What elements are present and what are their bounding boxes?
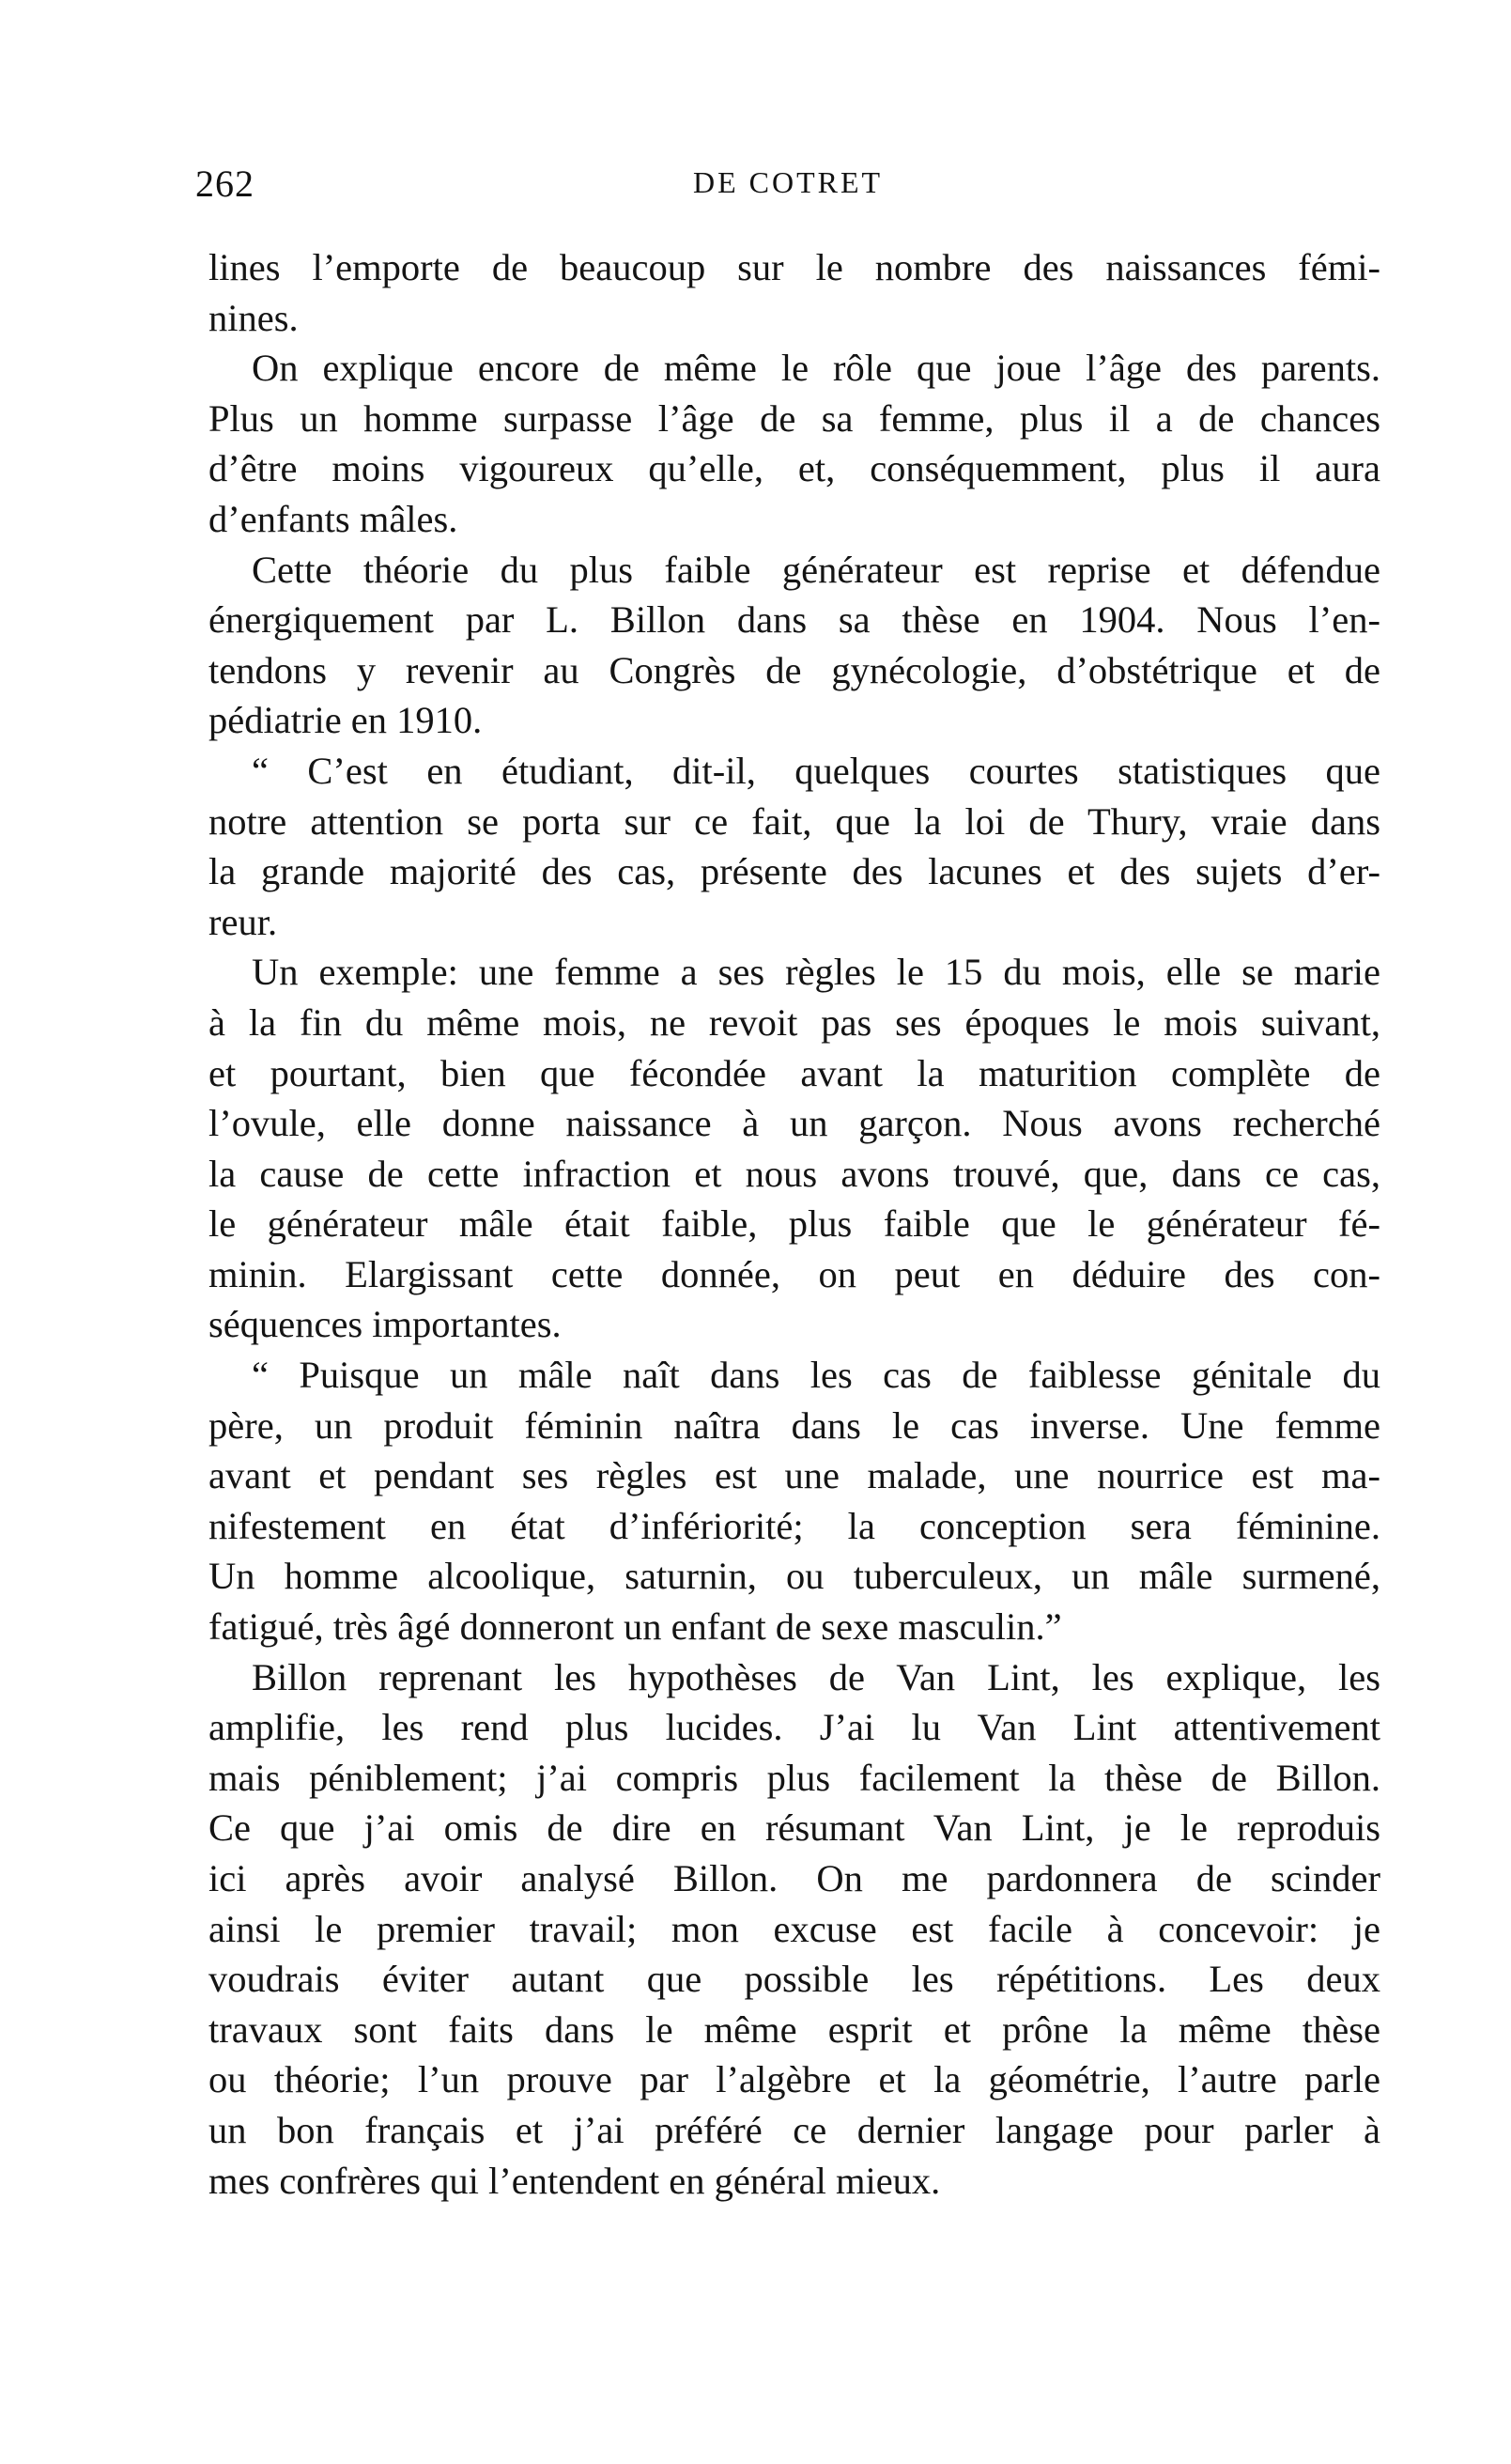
body-text — [208, 242, 1380, 2206]
text-line: reur. — [208, 900, 278, 943]
text-line: Un exemple: une femme a ses règles le 15 du mois, elle se marie — [252, 951, 1380, 994]
text-line: séquences importantes. — [208, 1303, 562, 1346]
text-line: nifestement en état d’infériorité; la conception sera féminine. — [208, 1504, 1380, 1547]
text-line: énergiquement par L. Billon dans sa thèse en 1904. Nous l’en- — [208, 598, 1380, 642]
text-line: amplifie, les rend plus lucides. J’ai lu Van Lint attentivement — [208, 1706, 1380, 1749]
text-line: ainsi le premier travail; mon excuse est facile à concevoir: je — [208, 1907, 1380, 1950]
running-head: DE COTRET — [693, 165, 884, 199]
text-line: l’ovule, elle donne naissance à un garçon. Nous avons recherché — [208, 1102, 1380, 1145]
text-line: la grande majorité des cas, présente des lacunes et des sujets d’er- — [208, 850, 1380, 893]
text-line: travaux sont faits dans le même esprit et prône la même thèse — [208, 2007, 1380, 2051]
text-line: “ Puisque un mâle naît dans les cas de faiblesse génitale du — [252, 1354, 1380, 1397]
text-line: à la fin du même mois, ne revoit pas ses époques le mois suivant, — [208, 1000, 1380, 1044]
text-line: lines l’emporte de beaucoup sur le nombre des naissances fémi- — [208, 246, 1380, 288]
page-header — [0, 162, 1511, 218]
text-line: d’être moins vigoureux qu’elle, et, conséquemment, plus il aura — [208, 447, 1380, 490]
text-line: On explique encore de même le rôle que joue l’âge des parents. — [252, 347, 1380, 390]
text-line: “ C’est en étudiant, dit-il, quelques courtes statistiques que — [252, 749, 1380, 792]
text-line: avant et pendant ses règles est une malade, une nourrice est ma- — [208, 1454, 1380, 1497]
text-line: pédiatrie en 1910. — [208, 699, 483, 742]
text-line: Un homme alcoolique, saturnin, ou tuberculeux, un mâle surmené, — [208, 1555, 1380, 1598]
text-line: la cause de cette infraction et nous avons trouvé, que, dans ce cas, — [208, 1152, 1380, 1195]
text-line: nines. — [208, 296, 299, 339]
page-number: 262 — [195, 163, 254, 205]
text-line: Cette théorie du plus faible générateur est reprise et défendue — [252, 548, 1380, 591]
text-line: ou théorie; l’un prouve par l’algèbre et la géométrie, l’autre parle — [208, 2058, 1380, 2101]
text-line: père, un produit féminin naîtra dans le cas inverse. Une femme — [208, 1403, 1380, 1447]
text-line: notre attention se porta sur ce fait, que la loi de Thury, vraie dans — [208, 799, 1380, 843]
text-line: Plus un homme surpasse l’âge de sa femme, plus il a de chances — [208, 396, 1380, 440]
text-line: tendons y revenir au Congrès de gynécologie, d’obstétrique et de — [208, 648, 1380, 691]
text-line: et pourtant, bien que fécondée avant la maturition complète de — [208, 1051, 1380, 1094]
text-line: minin. Elargissant cette donnée, on peut en déduire des con- — [208, 1252, 1380, 1295]
text-line: voudrais éviter autant que possible les répétitions. Les deux — [208, 1958, 1380, 2001]
text-line: ici après avoir analysé Billon. On me pardonnera de scinder — [208, 1857, 1380, 1899]
text-line: Ce que j’ai omis de dire en résumant Van Lint, je le reproduis — [208, 1806, 1380, 1850]
text-line: le générateur mâle était faible, plus faible que le générateur fé- — [208, 1202, 1380, 1246]
text-line: mais péniblement; j’ai compris plus facilement la thèse de Billon. — [208, 1756, 1380, 1799]
text-line: fatigué, très âgé donneront un enfant de sexe masculin.” — [208, 1605, 1062, 1649]
text-line: Billon reprenant les hypothèses de Van Lint, les explique, les — [252, 1655, 1380, 1698]
text-line: mes confrères qui l’entendent en général mieux. — [208, 2159, 941, 2202]
text-line: un bon français et j’ai préféré ce dernier langage pour parler à — [208, 2108, 1380, 2151]
text-line: d’enfants mâles. — [208, 497, 458, 540]
